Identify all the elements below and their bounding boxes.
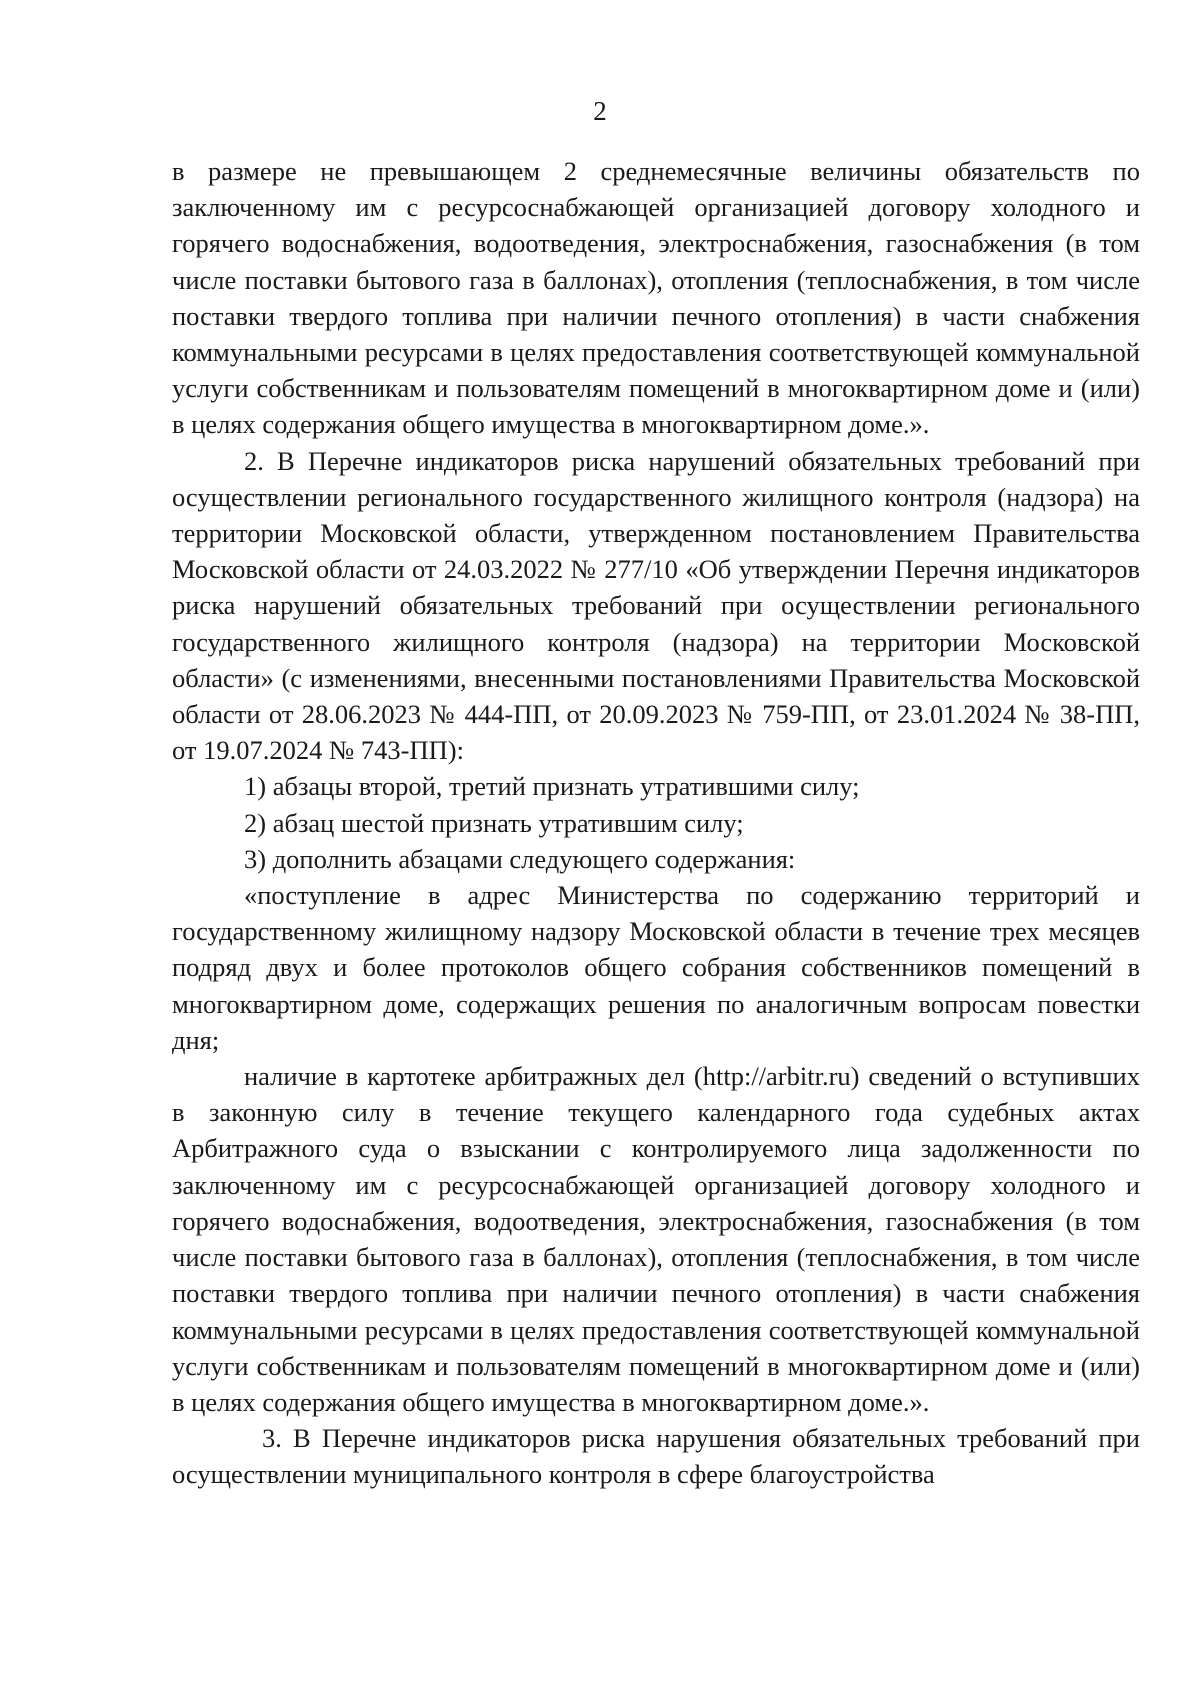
paragraph-arbitration: наличие в картотеке арбитражных дел (http://arbitr.ru) сведений о вступивших в законную силу в течение текущего календарного года судебных актах Арбитражного суда о взыскании с контролируемого лица задолженности по заключенному им с ресурсоснабжающей организацией договору холодного и горячего водоснабжения, водоотведения, электроснабжения, газоснабжения (в том числе поставки бытового газа в баллонах), отопления (теплоснабжения, в том числе поставки твердого топлива при наличии печного отопления) в части снабжения коммунальными ресурсами в целях предоставления соответствующей коммунальной услуги собственникам и пользователям помещений в многоквартирном доме и (или) в целях содержания общего имущества в многоквартирном доме.». (172, 1061, 1140, 1417)
subitem-2: 2) абзац шестой признать утратившим силу; (244, 807, 744, 838)
paragraph-quote-start: «поступление в адрес Министерства по содержанию территорий и государственному жилищному надзору Московской области в течение трех месяцев подряд двух и более протоколов общего собрания собственников помещений в многоквартирном доме, содержащих решения по аналогичным вопросам повестки дня; (172, 880, 1140, 1055)
paragraph-item-3: 3. В Перечне индикаторов риска нарушения обязательных требований при осуществлении муниципального контроля в сфере благоустройства (172, 1423, 1140, 1490)
subitem-1: 1) абзацы второй, третий признать утратившими силу; (244, 771, 860, 802)
page-number: 2 (593, 96, 607, 126)
subitem-3: 3) дополнить абзацами следующего содержания: (244, 843, 796, 874)
paragraph-item-2: 2. В Перечне индикаторов риска нарушений обязательных требований при осуществлении регионального государственного жилищного контроля (надзора) на территории Московской области, утвержденном постановлением Правительства Московской области от 24.03.2022 № 277/10 «Об утверждении Перечня индикаторов риска нарушений обязательных требований при осуществлении регионального государственного жилищного контроля (надзора) на территории Московской области» (с изменениями, внесенными постановлениями Правительства Московской области от 28.06.2023 № 444-ПП, от 20.09.2023 № 759-ПП, от 23.01.2024 № 38-ПП, от 19.07.2024 № 743-ПП): (172, 445, 1140, 766)
paragraph-continuation: в размере не превышающем 2 среднемесячные величины обязательств по заключенному им с ресурсоснабжающей организацией договору холодного и горячего водоснабжения, водоотведения, электроснабжения, газоснабжения (в том числе поставки бытового газа в баллонах), отопления (теплоснабжения, в том числе поставки твердого топлива при наличии печного отопления) в части снабжения коммунальными ресурсами в целях предоставления соответствующей коммунальной услуги собственникам и пользователям помещений в многоквартирном доме и (или) в целях содержания общего имущества в многоквартирном доме.». (172, 156, 1140, 440)
document-body (172, 153, 1140, 1493)
